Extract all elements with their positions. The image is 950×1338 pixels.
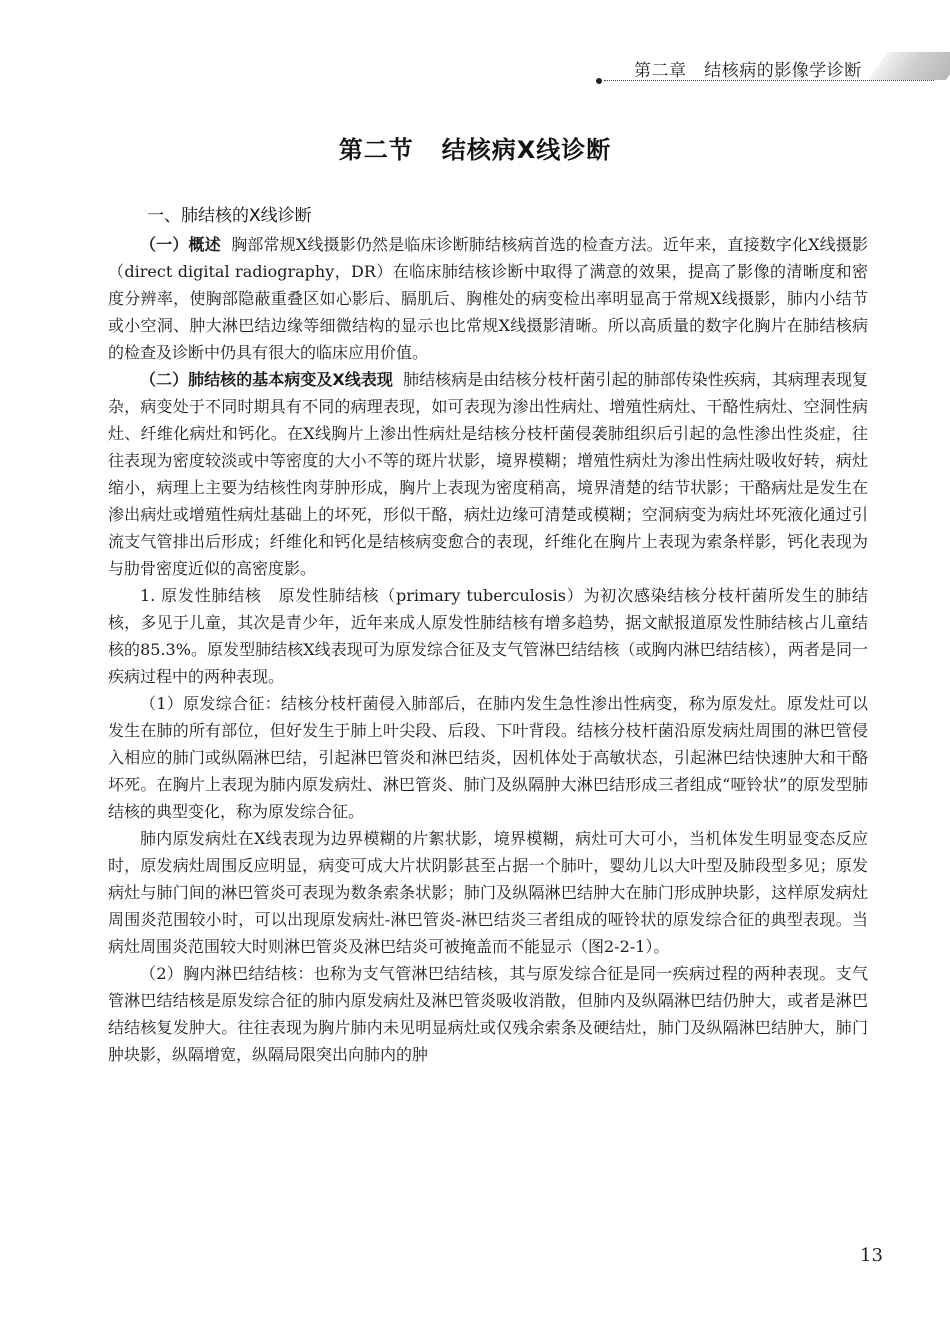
header-dot (596, 78, 602, 84)
paragraph-lead: （一）概述 (140, 235, 221, 254)
section-number: 第二节 (338, 136, 414, 164)
paragraph (108, 960, 868, 1068)
subsection-heading: 一、肺结核的X线诊断 (147, 206, 312, 226)
header-chapter: 第二章 (634, 61, 687, 81)
header-decorative-bar (868, 52, 950, 80)
paragraph-text: 肺结核病是由结核分枝杆菌引起的肺部传染性疾病，其病理表现复杂，病变处于不同时期具有不同的病理表现，如可表现为渗出性病灶、增殖性病灶、干酪性病灶、空洞性病灶、纤维化病灶和钙化。在X线胸片上渗出性病灶是结核分枝杆菌侵袭肺组织后引起的急性渗出性炎症，往往表现为密度较淡或中等密度的大小不等的斑片状影，境界模糊；增殖性病灶为渗出性病灶吸收好转，病灶缩小，病理上主要为结核性肉芽肿形成，胸片上表现为密度稍高，境界清楚的结节状影；干酪病灶是发生在渗出病灶或增殖性病灶基础上的坏死，形似干酪，病灶边缘可清楚或模糊；空洞病变为病灶坏死液化通过引流支气管排出后形成；纤维化和钙化是结核病变愈合的表现，纤维化在胸片上表现为索条样影，钙化表现为与肋骨密度近似的高密度影。 (108, 370, 869, 578)
paragraph (108, 690, 868, 825)
body-text (108, 231, 868, 1068)
paragraph (108, 825, 868, 960)
header-chapter-title: 结核病的影像学诊断 (704, 61, 862, 81)
section-title (0, 130, 950, 165)
paragraph-lead: （二）肺结核的基本病变及X线表现 (140, 370, 393, 389)
paragraph-text: （2）胸内淋巴结结核：也称为支气管淋巴结结核，其与原发综合征是同一疾病过程的两种表现。支气管淋巴结结核是原发综合征的肺内原发病灶及淋巴管炎吸收消散，但肺内及纵隔淋巴结仍肿大，或者是淋巴结结核复发肿大。往往表现为胸片肺内未见明显病灶或仅残余索条及硬结灶，肺门及纵隔淋巴结肿大，肺门肿块影，纵隔增宽，纵隔局限突出向肺内的肿 (108, 964, 868, 1064)
paragraph (108, 231, 868, 366)
paragraph-text: 肺内原发病灶在X线表现为边界模糊的片絮状影，境界模糊，病灶可大可小，当机体发生明显变态反应时，原发病灶周围反应明显，病变可成大片状阴影甚至占据一个肺叶，婴幼儿以大叶型及肺段型多见；原发病灶与肺门间的淋巴管炎可表现为数条索条状影；肺门及纵隔淋巴结肿大在肺门形成肿块影，这样原发病灶周围炎范围较小时，可以出现原发病灶-淋巴管炎-淋巴结炎三者组成的哑铃状的原发综合征的典型表现。当病灶周围炎范围较大时则淋巴管炎及淋巴结炎可被掩盖而不能显示（图2-2-1）。 (108, 829, 868, 956)
running-header (596, 52, 946, 82)
paragraph (108, 582, 868, 690)
paragraph-text: （1）原发综合征：结核分枝杆菌侵入肺部后，在肺内发生急性渗出性病变，称为原发灶。原发灶可以发生在肺的所有部位，但好发生于肺上叶尖段、后段、下叶背段。结核分枝杆菌沿原发病灶周围的淋巴管侵入相应的肺门或纵隔淋巴结，引起淋巴管炎和淋巴结炎，因机体处于高敏状态，引起淋巴结快速肿大和干酪坏死。在胸片上表现为肺内原发病灶、淋巴管炎、肺门及纵隔肿大淋巴结形成三者组成“哑铃状”的原发型肺结核的典型变化，称为原发综合征。 (108, 694, 868, 821)
section-title-text: 结核病X线诊断 (441, 136, 612, 164)
header-text (634, 56, 862, 81)
paragraph (108, 366, 868, 582)
paragraph-text: 胸部常规X线摄影仍然是临床诊断肺结核病首选的检查方法。近年来，直接数字化X线摄影（direct digital radiography，DR）在临床肺结核诊断中取得了满意的效果，提高了影像的清晰度和密度分辨率，使胸部隐蔽重叠区如心影后、膈肌后、胸椎处的病变检出率明显高于常规X线摄影，肺内小结节或小空洞、肿大淋巴结边缘等细微结构的显示也比常规X线摄影清晰。所以高质量的数字化胸片在肺结核病的检查及诊断中仍具有很大的临床应用价值。 (108, 235, 868, 362)
paragraph-text: 1. 原发性肺结核 原发性肺结核（primary tuberculosis）为初次感染结核分枝杆菌所发生的肺结核，多见于儿童，其次是青少年，近年来成人原发性肺结核有增多趋势，据文献报道原发性肺结核占儿童结核的85.3%。原发型肺结核X线表现可为原发综合征及支气管淋巴结结核（或胸内淋巴结结核），两者是同一疾病过程中的两种表现。 (108, 586, 868, 686)
page-number: 13 (860, 1245, 883, 1266)
